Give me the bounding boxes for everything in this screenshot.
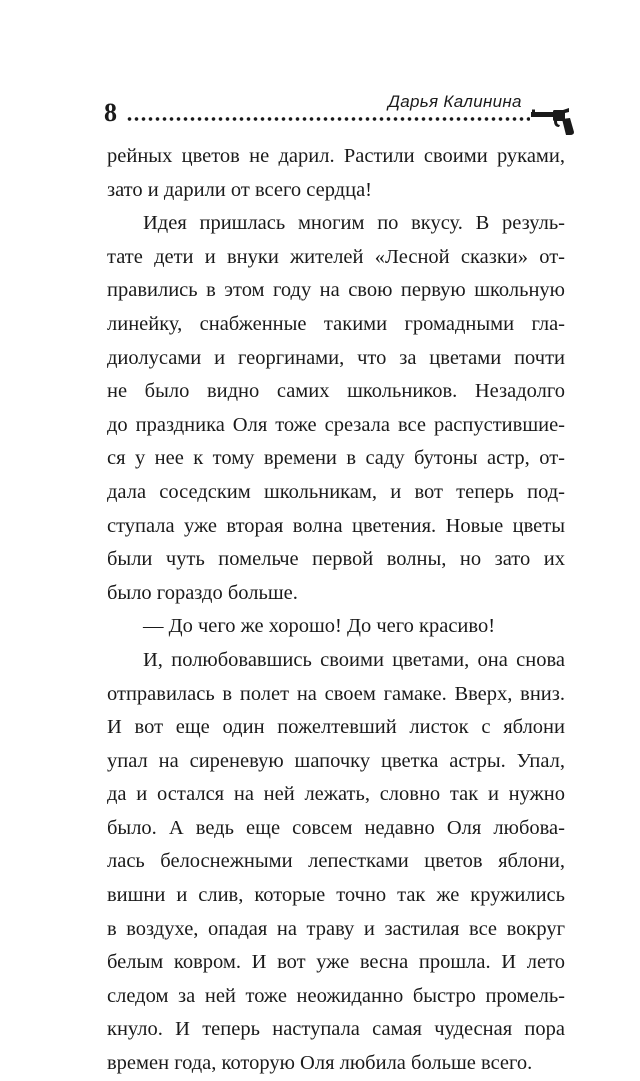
text-line: правились в этом году на свою первую школьную xyxy=(107,279,565,302)
text-line: упал на сиреневую шапочку цветка астры. Упал, xyxy=(107,749,565,772)
text-line: белым ковром. И вот уже весна прошла. И лето xyxy=(107,951,565,974)
text-line: в воздухе, опадая на траву и застилая все вокруг xyxy=(107,917,565,940)
text-line: ступала уже вторая волна цветения. Новые цветы xyxy=(107,514,565,537)
text-line: было. А ведь еще совсем недавно Оля любова- xyxy=(107,816,565,839)
text-line: И, полюбовавшись своими цветами, она снова xyxy=(143,648,565,671)
text-line: Идея пришлась многим по вкусу. В резуль- xyxy=(143,212,565,235)
text-line: кнуло. И теперь наступала самая чудесная пора xyxy=(107,1018,565,1041)
text-line: лась белоснежными лепестками цветов яблони, xyxy=(107,850,565,873)
text-line: были чуть помельче первой волны, но зато их xyxy=(107,548,565,571)
text-line: да и остался на ней лежать, словно так и нужно xyxy=(107,783,565,806)
text-line: — До чего же хорошо! До чего красиво! xyxy=(143,615,496,638)
text-line: зато и дарили от всего сердца! xyxy=(107,178,372,201)
page-number: 8 xyxy=(104,98,117,127)
dotted-leader xyxy=(126,114,530,124)
text-line: ся у нее к тому времени в саду бутоны астр, от- xyxy=(107,447,565,470)
text-line: было гораздо больше. xyxy=(107,581,298,604)
text-line: следом за ней тоже неожиданно быстро промель- xyxy=(107,984,565,1007)
text-line: диолусами и георгинами, что за цветами почти xyxy=(107,346,565,369)
body-text xyxy=(107,140,565,1081)
text-line: вишни и слив, которые точно так же кружились xyxy=(107,884,565,907)
text-line: тате дети и внуки жителей «Лесной сказки» от- xyxy=(107,245,565,268)
text-line: дала соседским школьникам, и вот теперь под- xyxy=(107,480,565,503)
running-header xyxy=(0,0,640,140)
running-author: Дарья Калинина xyxy=(388,92,522,111)
text-line: линейку, снабженные такими громадными гла- xyxy=(107,312,565,335)
text-line: рейных цветов не дарил. Растили своими руками, xyxy=(107,145,565,167)
text-line: И вот еще один пожелтевший листок с яблони xyxy=(107,716,565,739)
text-line: времен года, которую Оля любила больше всего. xyxy=(107,1052,533,1075)
text-line: не было видно самих школьников. Незадолго xyxy=(107,380,565,403)
revolver-icon xyxy=(529,108,575,136)
text-line: до праздника Оля тоже срезала все распустившие- xyxy=(107,413,565,436)
text-line: отправилась в полет на своем гамаке. Вверх, вниз. xyxy=(107,682,565,705)
